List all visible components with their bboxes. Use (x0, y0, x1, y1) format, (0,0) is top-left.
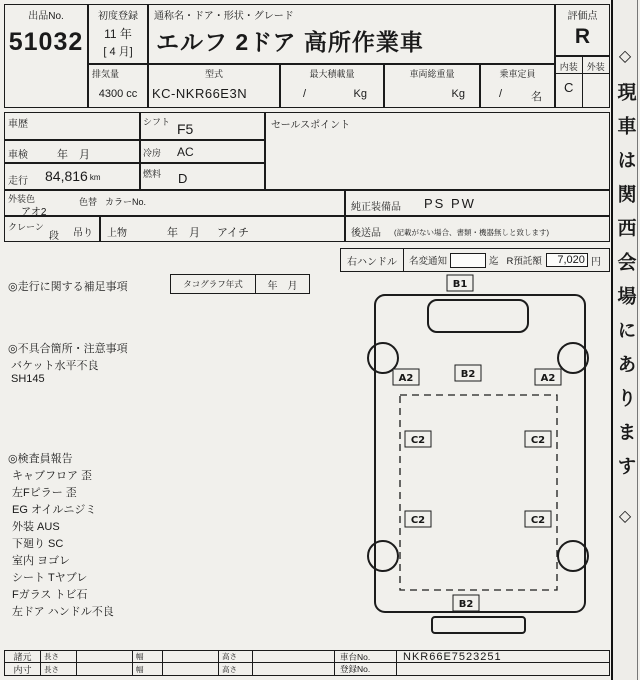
rear-right-wheel (558, 541, 588, 571)
damage-marker-rear: B2 (458, 599, 474, 610)
width-value-empty (163, 663, 219, 675)
equipment-box (345, 190, 610, 216)
inspector-item: 室内 ヨゴレ (12, 555, 71, 567)
fuel-value: D (178, 171, 188, 186)
mileage-label: 走行 (8, 176, 28, 187)
height-value-empty (253, 651, 335, 663)
max-load-label: 最大積載量 (309, 69, 355, 79)
body-label: 上物 (107, 228, 127, 239)
exterior-color-box (4, 190, 345, 216)
inspector-item: シート Tヤブレ (12, 572, 88, 584)
inner-row-label: 内寸 (5, 663, 41, 675)
capacity-slash: / (499, 88, 503, 100)
defect-item: SH145 (11, 373, 45, 385)
mileage-value: 84,816 (45, 168, 88, 184)
history-label: 車歴 (8, 119, 28, 130)
height-label: 高さ (219, 651, 253, 663)
model-code-label: 型式 (204, 69, 223, 79)
first-registration-year: 11 年 (104, 27, 132, 41)
capacity-label: 乗車定員 (499, 69, 536, 79)
inspection-box (4, 140, 140, 163)
vehicle-name-box (148, 4, 555, 64)
tachograph-value: 年 月 (267, 280, 298, 292)
until-label: 迄 (489, 256, 499, 267)
cooling-box (140, 140, 265, 163)
inspector-report-title: ◎検査員報告 (8, 453, 73, 465)
mileage-note-title: ◎走行に関する補足事項 (8, 281, 128, 293)
model-code-box (148, 64, 280, 108)
displacement-box (88, 64, 148, 108)
fuel-label: 燃料 (143, 169, 162, 179)
damage-marker-front: B1 (452, 279, 468, 290)
cab-windshield-outline (428, 300, 528, 332)
length-label: 長さ (41, 651, 77, 663)
exterior-label: 外装 (583, 57, 610, 74)
max-load-slash: / (303, 88, 307, 100)
chassis-no-label: 車台No. (335, 651, 397, 663)
dimensions-table (4, 650, 610, 676)
gross-weight-box (384, 64, 480, 108)
lot-number-box (4, 4, 88, 108)
width-value-empty (163, 651, 219, 663)
grade-label: 評価点 (567, 11, 598, 22)
damage-marker-front-left: A2 (398, 373, 414, 384)
crane-hang-label: 吊り (73, 228, 93, 239)
exterior-color-label: 外装色 (8, 194, 36, 204)
exterior-color-value: アオ2 (21, 207, 47, 218)
defects-title: ◎不具合箇所・注意事項 (8, 343, 128, 355)
displacement-value: 4300 cc (98, 88, 138, 100)
inspector-item: EG オイルニジミ (12, 504, 97, 516)
rear-bumper-outline (432, 617, 525, 633)
capacity-unit: 名 (531, 91, 542, 103)
interior-label: 内装 (556, 57, 583, 74)
height-label: 高さ (219, 663, 253, 675)
crane-label: クレーン (8, 222, 44, 232)
registration-no-label: 登録No. (335, 663, 397, 675)
displacement-label: 排気量 (92, 69, 120, 79)
damage-marker-mid-left: C2 (410, 435, 426, 446)
venue-banner-diamond-bottom: ◇ (618, 508, 632, 525)
first-registration-box (88, 4, 148, 64)
damage-marker-cab: B2 (460, 369, 476, 380)
later-items-box (345, 216, 610, 242)
shift-label: シフト (143, 117, 171, 127)
interior-grade: C (556, 74, 583, 107)
inspection-label: 車検 (8, 150, 28, 161)
fuel-box (140, 163, 265, 190)
cooling-value: AC (177, 145, 194, 159)
inspector-item: Fガラス トビ石 (12, 589, 88, 601)
truck-body-outline (375, 295, 585, 612)
height-value-empty (253, 663, 335, 675)
registration-no-value-empty (397, 663, 609, 675)
steering-label: 右ハンドル (341, 249, 404, 271)
inspector-item: 外装 AUS (12, 521, 60, 533)
exterior-grade (583, 74, 610, 107)
mileage-unit: km (89, 173, 101, 182)
body-equipment-box (100, 216, 345, 242)
damage-marker-rear-left: C2 (410, 515, 426, 526)
body-maker: アイチ (217, 227, 250, 239)
damage-marker-rear-right: C2 (530, 515, 546, 526)
first-registration-month: [ 4 月] (103, 46, 133, 58)
sales-point-box (265, 112, 610, 190)
inspection-value: 年 月 (57, 149, 90, 161)
later-items-note: (記載がない場合、書類・機器無しと致します) (394, 228, 549, 237)
later-items-label: 後送品 (351, 228, 381, 239)
inspector-item: 左Fピラー 歪 (12, 487, 77, 499)
length-value-empty (77, 663, 133, 675)
length-value-empty (77, 651, 133, 663)
lot-number-value: 51032 (8, 28, 84, 56)
equipment-value: PS PW (424, 196, 476, 211)
grade-value: R (574, 25, 591, 48)
vehicle-name-label: 通称名・ドア・形状・グレード (154, 11, 294, 22)
shift-box (140, 112, 265, 140)
model-code-value: KC-NKR66E3N (152, 86, 248, 101)
crane-stage-label: 段 (49, 231, 59, 242)
history-box (4, 112, 140, 140)
cargo-bed-outline (400, 395, 557, 590)
equipment-label: 純正装備品 (351, 202, 401, 213)
spec-row-label: 諸元 (5, 651, 41, 663)
capacity-box (480, 64, 555, 108)
crane-box (4, 216, 100, 242)
color-change-label: 色替 (79, 197, 98, 207)
venue-banner (611, 0, 638, 680)
deposit-unit: 円 (590, 256, 601, 268)
inspector-item: 左ドア ハンドル不良 (12, 606, 114, 618)
name-change-label: 名変通知 (409, 256, 448, 267)
front-right-wheel (558, 343, 588, 373)
tachograph-box (170, 274, 310, 294)
max-load-box (280, 64, 384, 108)
venue-banner-text: 現車は関西会場にあります (614, 82, 636, 490)
name-change-blank-field (450, 253, 486, 268)
deposit-label: R預託額 (506, 256, 542, 267)
venue-banner-diamond-top: ◇ (618, 48, 632, 65)
damage-marker-front-right: A2 (540, 373, 556, 384)
lot-number-label: 出品No. (28, 11, 64, 22)
width-label: 幅 (133, 651, 163, 663)
cooling-label: 冷房 (143, 148, 162, 158)
interior-exterior-box (555, 56, 610, 108)
body-date: 年 月 (167, 227, 200, 239)
grade-box (555, 4, 610, 56)
vehicle-name-value: エルフ 2ドア 高所作業車 (156, 29, 424, 55)
mileage-box (4, 163, 140, 190)
shift-value: F5 (177, 121, 194, 137)
rear-left-wheel (368, 541, 398, 571)
damage-marker-mid-right: C2 (530, 435, 546, 446)
color-no-label: カラーNo. (105, 197, 147, 207)
tachograph-label: タコグラフ年式 (171, 275, 256, 293)
length-label: 長さ (41, 663, 77, 675)
handle-deposit-row (340, 248, 610, 272)
chassis-no-value: NKR66E7523251 (397, 651, 609, 663)
inspector-item: キャブフロア 歪 (12, 470, 93, 482)
inspector-item: 下廻り SC (12, 538, 64, 550)
first-registration-label: 初度登録 (98, 11, 138, 22)
sales-point-label: セールスポイント (271, 120, 351, 131)
max-load-unit: Kg (353, 88, 367, 100)
gross-weight-unit: Kg (451, 88, 465, 100)
width-label: 幅 (133, 663, 163, 675)
gross-weight-label: 車両総重量 (409, 69, 455, 79)
deposit-value: 7,020 (546, 253, 588, 267)
damage-diagram (340, 270, 612, 646)
defect-item: バケット水平不良 (11, 360, 99, 372)
